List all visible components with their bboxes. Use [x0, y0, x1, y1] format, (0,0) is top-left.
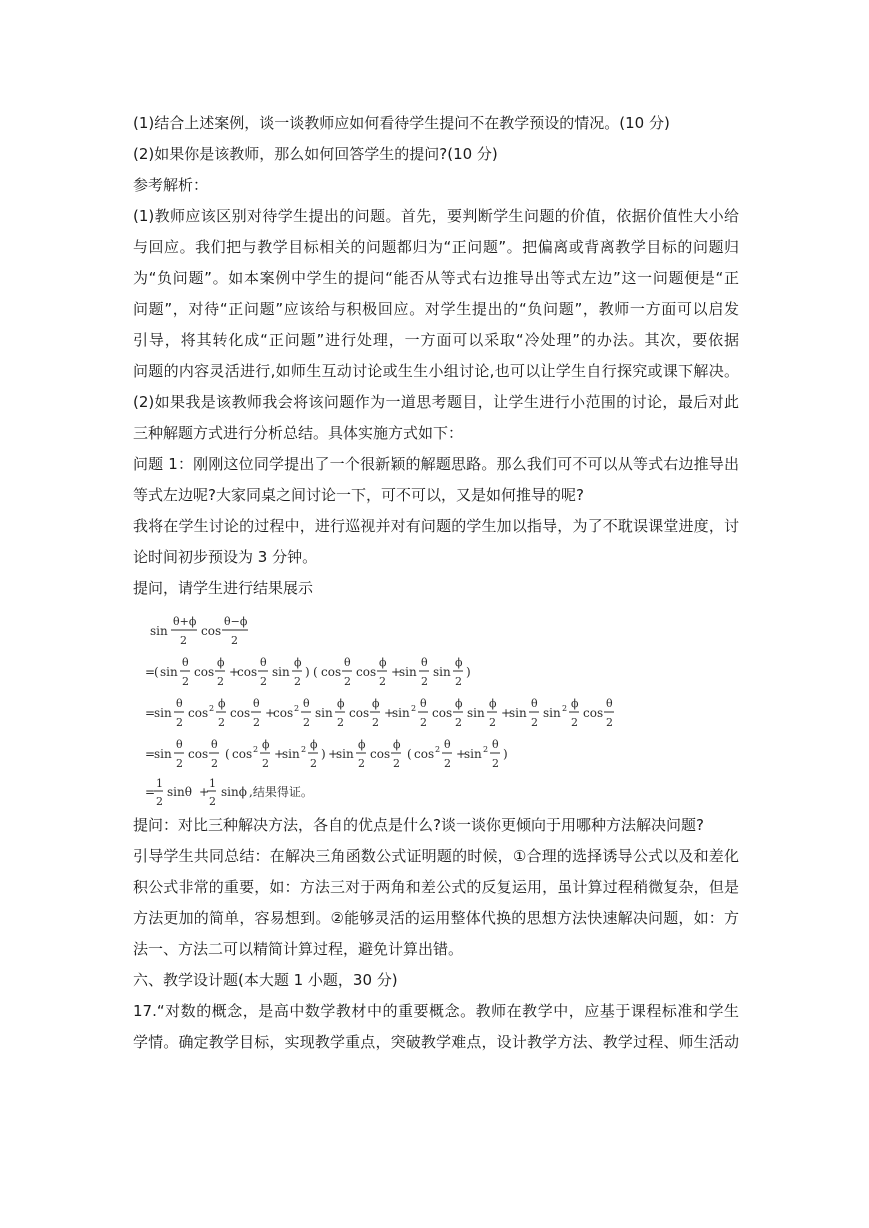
svg-text:θ: θ: [344, 656, 351, 669]
svg-text:2: 2: [310, 757, 317, 770]
svg-text:+: +: [328, 747, 339, 761]
svg-text:=: =: [145, 747, 156, 761]
svg-text:1: 1: [156, 777, 163, 790]
svg-text:cos: cos: [237, 665, 258, 679]
svg-text:2: 2: [337, 716, 344, 729]
svg-text:=: =: [145, 785, 156, 799]
svg-text:cos: cos: [188, 747, 209, 761]
svg-text:ϕ: ϕ: [337, 697, 345, 710]
svg-text:cos: cos: [349, 706, 370, 720]
svg-text:ϕ: ϕ: [372, 697, 380, 710]
svg-text:θ: θ: [420, 697, 427, 710]
svg-text:θ: θ: [421, 656, 428, 669]
svg-text:cos: cos: [273, 706, 294, 720]
teacher-plan-line: 论时间初步预设为 3 分钟。: [133, 548, 318, 566]
svg-text:sin: sin: [543, 706, 561, 720]
svg-text:cos: cos: [414, 747, 435, 761]
svg-text:2: 2: [455, 716, 462, 729]
svg-text:2: 2: [435, 745, 441, 754]
svg-text:+: +: [229, 665, 240, 679]
svg-text:): ): [503, 747, 508, 761]
svg-text:2: 2: [156, 795, 163, 808]
question-1-prompt: (1)结合上述案例，谈一谈教师应如何看待学生提问不在教学预设的情况。(10 分): [133, 114, 670, 132]
section-heading: 六、教学设计题(本大题 1 小题，30 分): [133, 971, 398, 989]
svg-text:): ): [466, 665, 471, 679]
svg-text:2: 2: [483, 745, 489, 754]
summary-line: 积公式非常的重要，如：方法三对于两角和差公式的反复运用，虽计算过程稍微复杂，但是: [133, 878, 739, 896]
svg-text:2: 2: [372, 716, 379, 729]
question-17-line: 学情。确定教学目标，实现教学重点，突破教学难点，设计教学方法、教学过程、师生活动: [133, 1033, 739, 1051]
svg-text:θ: θ: [211, 738, 218, 751]
svg-text:ϕ: ϕ: [393, 738, 401, 751]
svg-text:ϕ: ϕ: [294, 656, 302, 669]
svg-text:+: +: [199, 785, 210, 799]
svg-text:2: 2: [393, 757, 400, 770]
svg-text:): ): [321, 747, 326, 761]
svg-text:cos: cos: [356, 665, 377, 679]
summary-line: 引导学生共同总结：在解决三角函数公式证明题的时候，①合理的选择诱导公式以及和差化: [133, 847, 739, 865]
svg-text:sin: sin: [272, 665, 290, 679]
reference-answer-heading: 参考解析：: [133, 176, 209, 194]
svg-text:2: 2: [379, 675, 386, 688]
svg-text:ϕ: ϕ: [262, 738, 270, 751]
svg-text:θ: θ: [303, 697, 310, 710]
svg-text:2: 2: [444, 757, 451, 770]
formula-row-1: [150, 615, 248, 647]
svg-text:2: 2: [531, 716, 538, 729]
svg-text:+: +: [456, 747, 467, 761]
teacher-plan-line: 我将在学生讨论的过程中，进行巡视并对有问题的学生加以指导，为了不耽误课堂进度，讨: [133, 517, 739, 535]
svg-text:cos: cos: [232, 747, 253, 761]
svg-text:2: 2: [182, 675, 189, 688]
svg-text:+: +: [501, 706, 512, 720]
answer-2-line: (2)如果我是该教师我会将该问题作为一道思考题目，让学生进行小范围的讨论，最后对此: [133, 393, 739, 411]
formula-derivation-image: [133, 610, 633, 810]
svg-text:θ: θ: [492, 738, 499, 751]
svg-text:=: =: [145, 706, 156, 720]
svg-text:+: +: [384, 706, 395, 720]
formula-row-2: [145, 656, 471, 688]
question-17-line: 17.“对数的概念，是高中数学教材中的重要概念。教师在教学中，应基于课程标准和学生: [133, 1002, 739, 1020]
svg-text:2: 2: [176, 716, 183, 729]
svg-text:cos: cos: [194, 665, 215, 679]
svg-text:cos: cos: [370, 747, 391, 761]
comparison-prompt: 提问：对比三种解决方法，各自的优点是什么?谈一谈你更倾向于用哪种方法解决问题?: [133, 816, 704, 834]
svg-text:cos: cos: [583, 706, 604, 720]
answer-1-line: 与回应。我们把与教学目标相关的问题都归为“正问题”。把偏离或背离教学目标的问题归: [133, 238, 739, 256]
svg-text:sin: sin: [150, 624, 168, 638]
svg-text:θ+ϕ: θ+ϕ: [173, 615, 197, 628]
svg-text:ϕ: ϕ: [455, 697, 463, 710]
svg-text:sin: sin: [464, 747, 482, 761]
svg-text:ϕ: ϕ: [489, 697, 497, 710]
svg-text:cos: cos: [321, 665, 342, 679]
svg-text:sin: sin: [433, 665, 451, 679]
answer-1-line: 引导，将其转化成“正问题”进行处理，一方面可以采取“冷处理”的办法。其次，要依据: [133, 331, 739, 349]
svg-text:ϕ: ϕ: [310, 738, 318, 751]
svg-text:2: 2: [301, 745, 307, 754]
answer-1-line: (1)教师应该区别对待学生提出的问题。首先，要判断学生问题的价值，依据价值性大小给: [133, 207, 739, 225]
svg-text:sinϕ: sinϕ: [221, 785, 247, 799]
svg-text:sin: sin: [392, 706, 410, 720]
svg-text:2: 2: [344, 675, 351, 688]
svg-text:cos: cos: [201, 624, 222, 638]
svg-text:2: 2: [455, 675, 462, 688]
svg-text:sin: sin: [154, 706, 172, 720]
svg-text:2: 2: [294, 675, 301, 688]
svg-text:sin: sin: [315, 706, 333, 720]
question-item-line: 等式左边呢?大家同桌之间讨论一下，可不可以，又是如何推导的呢?: [133, 486, 584, 504]
svg-text:θ: θ: [182, 656, 189, 669]
formula-derivation-svg: [133, 610, 633, 810]
svg-text:2: 2: [262, 757, 269, 770]
svg-text:2: 2: [421, 675, 428, 688]
svg-text:2: 2: [260, 675, 267, 688]
svg-text:2: 2: [211, 757, 218, 770]
svg-text:sin: sin: [467, 706, 485, 720]
svg-text:2: 2: [492, 757, 499, 770]
svg-text:2: 2: [209, 795, 216, 808]
svg-text:(: (: [313, 665, 318, 679]
svg-text:2: 2: [571, 716, 578, 729]
svg-text:sin: sin: [399, 665, 417, 679]
svg-text:2: 2: [231, 634, 238, 647]
svg-text:ϕ: ϕ: [379, 656, 387, 669]
svg-text:ϕ: ϕ: [358, 738, 366, 751]
svg-text:2: 2: [562, 704, 568, 713]
svg-text:cos: cos: [432, 706, 453, 720]
svg-text:cos: cos: [230, 706, 251, 720]
svg-text:cos: cos: [188, 706, 209, 720]
svg-text:θ: θ: [531, 697, 538, 710]
summary-line: 法一、方法二可以精简计算过程，避免计算出错。: [133, 940, 464, 958]
svg-text:sin: sin: [282, 747, 300, 761]
svg-text:sin: sin: [509, 706, 527, 720]
svg-text:2: 2: [303, 716, 310, 729]
answer-1-line: 问题”，对待“正问题”应该给与积极回应。对学生提出的“负问题”，教师一方面可以启发: [133, 300, 739, 318]
question-item-line: 问题 1：刚刚这位同学提出了一个很新颖的解题思路。那么我们可不可以从等式右边推导出: [133, 455, 739, 473]
svg-text:θ: θ: [176, 697, 183, 710]
formula-row-3: [145, 697, 614, 729]
svg-text:,结果得证。: ,结果得证。: [249, 785, 313, 799]
svg-text:ϕ: ϕ: [455, 656, 463, 669]
svg-text:θ: θ: [444, 738, 451, 751]
svg-text:2: 2: [253, 745, 259, 754]
svg-text:2: 2: [294, 704, 300, 713]
svg-text:θ: θ: [253, 697, 260, 710]
document-body: [133, 108, 739, 1058]
svg-text:sin: sin: [160, 665, 178, 679]
svg-text:2: 2: [358, 757, 365, 770]
svg-text:2: 2: [420, 716, 427, 729]
svg-text:sin: sin: [336, 747, 354, 761]
formula-row-4: [145, 738, 508, 770]
svg-text:sinθ: sinθ: [167, 785, 192, 799]
formula-row-5: [145, 777, 313, 808]
svg-text:2: 2: [411, 704, 417, 713]
svg-text:+: +: [265, 706, 276, 720]
svg-text:(: (: [154, 665, 159, 679]
svg-text:θ: θ: [260, 656, 267, 669]
svg-text:2: 2: [218, 716, 225, 729]
svg-text:θ: θ: [606, 697, 613, 710]
svg-text:2: 2: [489, 716, 496, 729]
question-2-prompt: (2)如果你是该教师，那么如何回答学生的提问?(10 分): [133, 145, 498, 163]
answer-2-line: 三种解题方式进行分析总结。具体实施方式如下：: [133, 424, 464, 442]
svg-text:): ): [305, 665, 310, 679]
svg-text:θ−ϕ: θ−ϕ: [224, 615, 248, 628]
svg-text:(: (: [407, 747, 412, 761]
result-display-prompt: 提问，请学生进行结果展示: [133, 579, 314, 597]
answer-1-line: 为“负问题”。如本案例中学生的提问“能否从等式右边推导出等式左边”这一问题便是“正: [133, 269, 739, 287]
answer-1-line: 问题的内容灵活进行,如师生互动讨论或生生小组讨论,也可以让学生自行探究或课下解决。: [133, 362, 739, 380]
svg-text:+: +: [274, 747, 285, 761]
svg-text:sin: sin: [154, 747, 172, 761]
svg-text:2: 2: [253, 716, 260, 729]
svg-text:+: +: [391, 665, 402, 679]
svg-text:θ: θ: [176, 738, 183, 751]
svg-text:(: (: [225, 747, 230, 761]
svg-text:ϕ: ϕ: [218, 697, 226, 710]
svg-text:ϕ: ϕ: [217, 656, 225, 669]
svg-text:2: 2: [180, 634, 187, 647]
svg-text:2: 2: [209, 704, 215, 713]
svg-text:2: 2: [217, 675, 224, 688]
svg-text:1: 1: [209, 777, 216, 790]
svg-text:2: 2: [606, 716, 613, 729]
svg-text:2: 2: [176, 757, 183, 770]
summary-line: 方法更加的简单，容易想到。②能够灵活的运用整体代换的思想方法快速解决问题，如：方: [133, 909, 739, 927]
svg-text:ϕ: ϕ: [571, 697, 579, 710]
svg-text:=: =: [145, 665, 156, 679]
